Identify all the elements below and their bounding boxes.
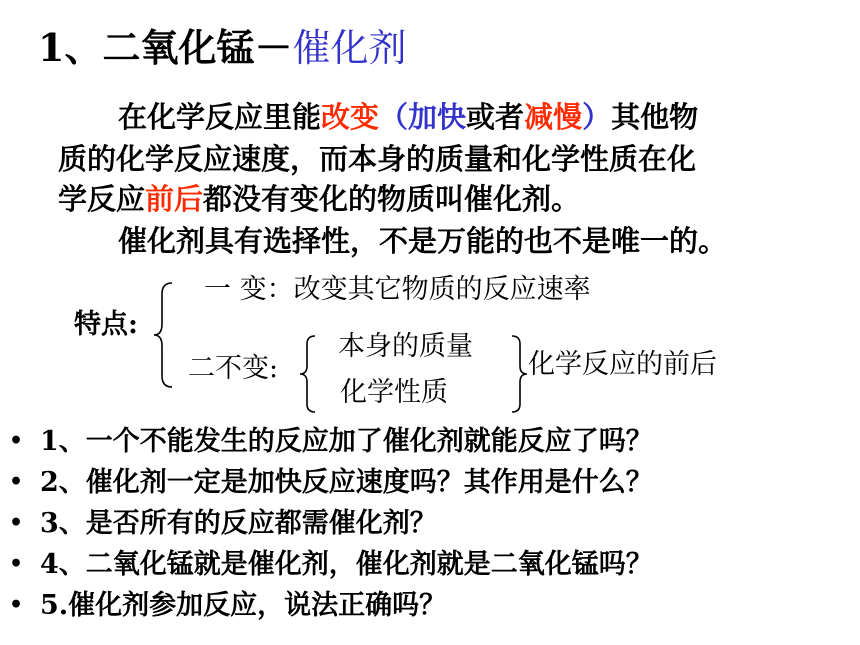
definition-text: 在化学反应里能 — [118, 100, 322, 134]
definition-line-1 — [118, 98, 698, 136]
bullet-icon: • — [9, 551, 24, 577]
question-text: 5.催化剂参加反应，说法正确吗？ — [40, 590, 447, 621]
two-unchanged-label: 二不变: — [188, 353, 279, 384]
features-label: 特点: — [74, 309, 138, 340]
definition-text: 其他物 — [611, 100, 699, 134]
question-item — [0, 544, 653, 585]
one-change-line: 一 变：改变其它物质的反应速率 — [204, 274, 591, 305]
unchanged-left-brace-icon — [297, 334, 319, 414]
question-text: 4、二氧化锰就是催化剂，催化剂就是二氧化锰吗？ — [40, 549, 653, 580]
unchanged-right-brace-icon — [508, 334, 530, 414]
definition-text: 学反应 — [58, 182, 146, 216]
emphasis-change: 改变 — [321, 100, 380, 134]
definition-line-2: 质的化学反应速度，而本身的质量和化学性质在化 — [58, 142, 697, 176]
questions-list — [0, 421, 653, 626]
title-prefix: 1、二氧化锰－ — [38, 25, 293, 70]
question-item — [0, 585, 653, 626]
unchanged-scope: 化学反应的前后 — [528, 349, 717, 380]
question-text: 3、是否所有的反应都需催化剂？ — [40, 508, 437, 539]
question-item — [0, 421, 653, 462]
unchanged-item-chemical-properties: 化学性质 — [340, 377, 448, 408]
bullet-icon: • — [9, 592, 24, 618]
definition-line-3 — [58, 180, 580, 218]
selectivity-note: 催化剂具有选择性，不是万能的也不是唯一的。 — [118, 224, 728, 258]
question-item — [0, 462, 653, 503]
emphasis-paren-close: ） — [582, 100, 612, 134]
question-item — [0, 503, 653, 544]
emphasis-before-after: 前后 — [145, 182, 204, 216]
features-brace-icon — [152, 280, 176, 390]
bullet-icon: • — [9, 469, 24, 495]
title-highlight: 催化剂 — [292, 26, 407, 70]
emphasis-speed-up: （加快 — [379, 100, 467, 134]
bullet-icon: • — [9, 428, 24, 454]
definition-text: 或者 — [466, 100, 525, 134]
bullet-icon: • — [9, 510, 24, 536]
question-text: 2、催化剂一定是加快反应速度吗？其作用是什么？ — [40, 467, 653, 498]
slide-title — [38, 24, 406, 72]
unchanged-item-mass: 本身的质量 — [338, 331, 473, 362]
question-text: 1、一个不能发生的反应加了催化剂就能反应了吗？ — [40, 426, 653, 457]
emphasis-slow-down: 减慢 — [524, 100, 583, 134]
definition-text: 都没有变化的物质叫催化剂。 — [203, 182, 581, 216]
